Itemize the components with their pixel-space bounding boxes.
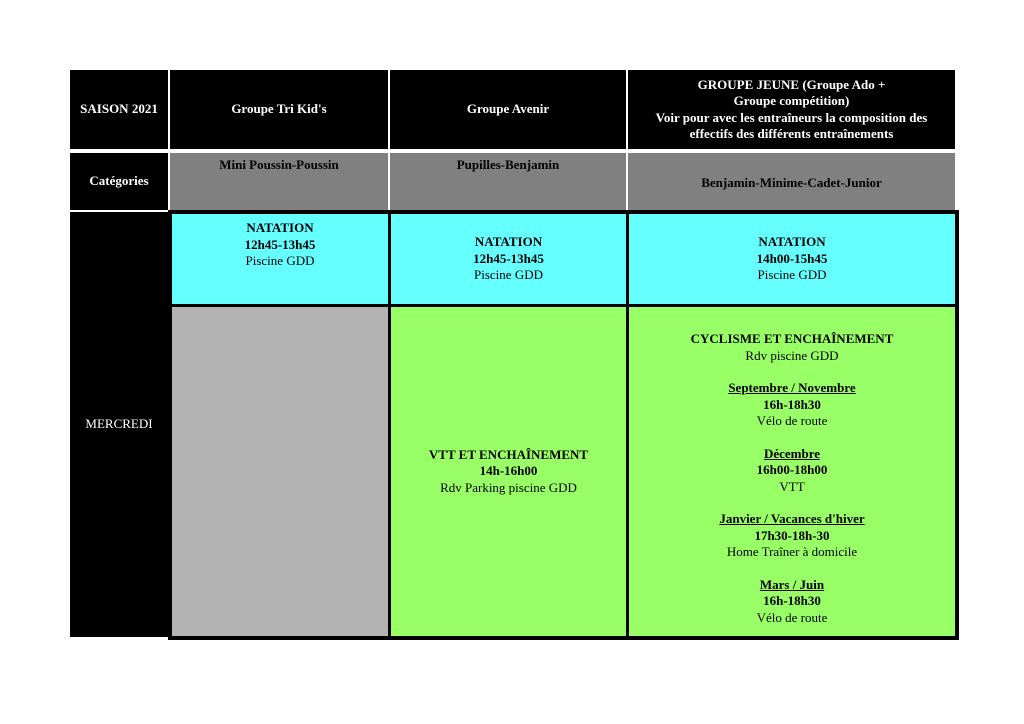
season-header [70, 70, 168, 149]
category-col2: Pupilles-Benjamin [390, 153, 626, 210]
cyclisme-title: CYCLISME ET ENCHAÎNEMENT [690, 331, 894, 346]
cyclisme-col3: CYCLISME ET ENCHAÎNEMENT Rdv piscine GDD Septembre / Novembre 16h-18h30 Vélo de route Décembre 16h00-18h00 VTT Janvier / Vacances d'hiver 17h30-18h-30 Home Traîner à domicile Mars / Juin 16h-18h30 Vélo de route [629, 307, 955, 636]
empty-col1 [172, 307, 388, 636]
grid-line [955, 210, 959, 640]
grid-line [168, 304, 959, 307]
categories-header [70, 153, 168, 210]
category-col3: Benjamin-Minime-Cadet-Junior [628, 153, 955, 210]
col3-title-line4: effectifs des différents entraînements [689, 126, 894, 141]
vtt-col2: VTT ET ENCHAÎNEMENT 14h-16h00 Rdv Parking piscine GDD [391, 307, 626, 636]
col3-header [628, 70, 955, 149]
natation-col2: NATATION 12h45-13h45 Piscine GDD [391, 214, 626, 304]
categories-label: Catégories [89, 173, 149, 189]
season-label: SAISON 2021 [80, 101, 158, 117]
grid-line [626, 210, 629, 638]
col3-title-line1: GROUPE JEUNE (Groupe Ado + [697, 76, 886, 92]
day-label-cell [70, 212, 168, 637]
natation-col3: NATATION 14h00-15h45 Piscine GDD [629, 214, 955, 304]
grid-line [388, 210, 391, 638]
grid-line [168, 636, 959, 640]
col1-header [170, 70, 388, 149]
day-label: MERCREDI [85, 416, 153, 432]
col2-header [390, 70, 626, 149]
col1-title: Groupe Tri Kid's [231, 101, 327, 117]
col2-title: Groupe Avenir [466, 101, 550, 117]
period-title: Janvier / Vacances d'hiver [719, 511, 865, 526]
period-title: Mars / Juin [759, 576, 825, 592]
col3-title-line2: Groupe compétition) [733, 93, 850, 108]
col3-title-line3: Voir pour avec les entraîneurs la composition des [655, 109, 928, 125]
cyclisme-place: Rdv piscine GDD [745, 347, 839, 363]
grid-line [70, 149, 959, 153]
natation-col1: NATATION 12h45-13h45 Piscine GDD [172, 214, 388, 304]
grid-line [168, 210, 172, 638]
period-title: Septembre / Novembre [728, 380, 856, 395]
period-title: Décembre [763, 445, 821, 461]
category-col1: Mini Poussin-Poussin [170, 153, 388, 210]
grid-line [168, 210, 959, 214]
